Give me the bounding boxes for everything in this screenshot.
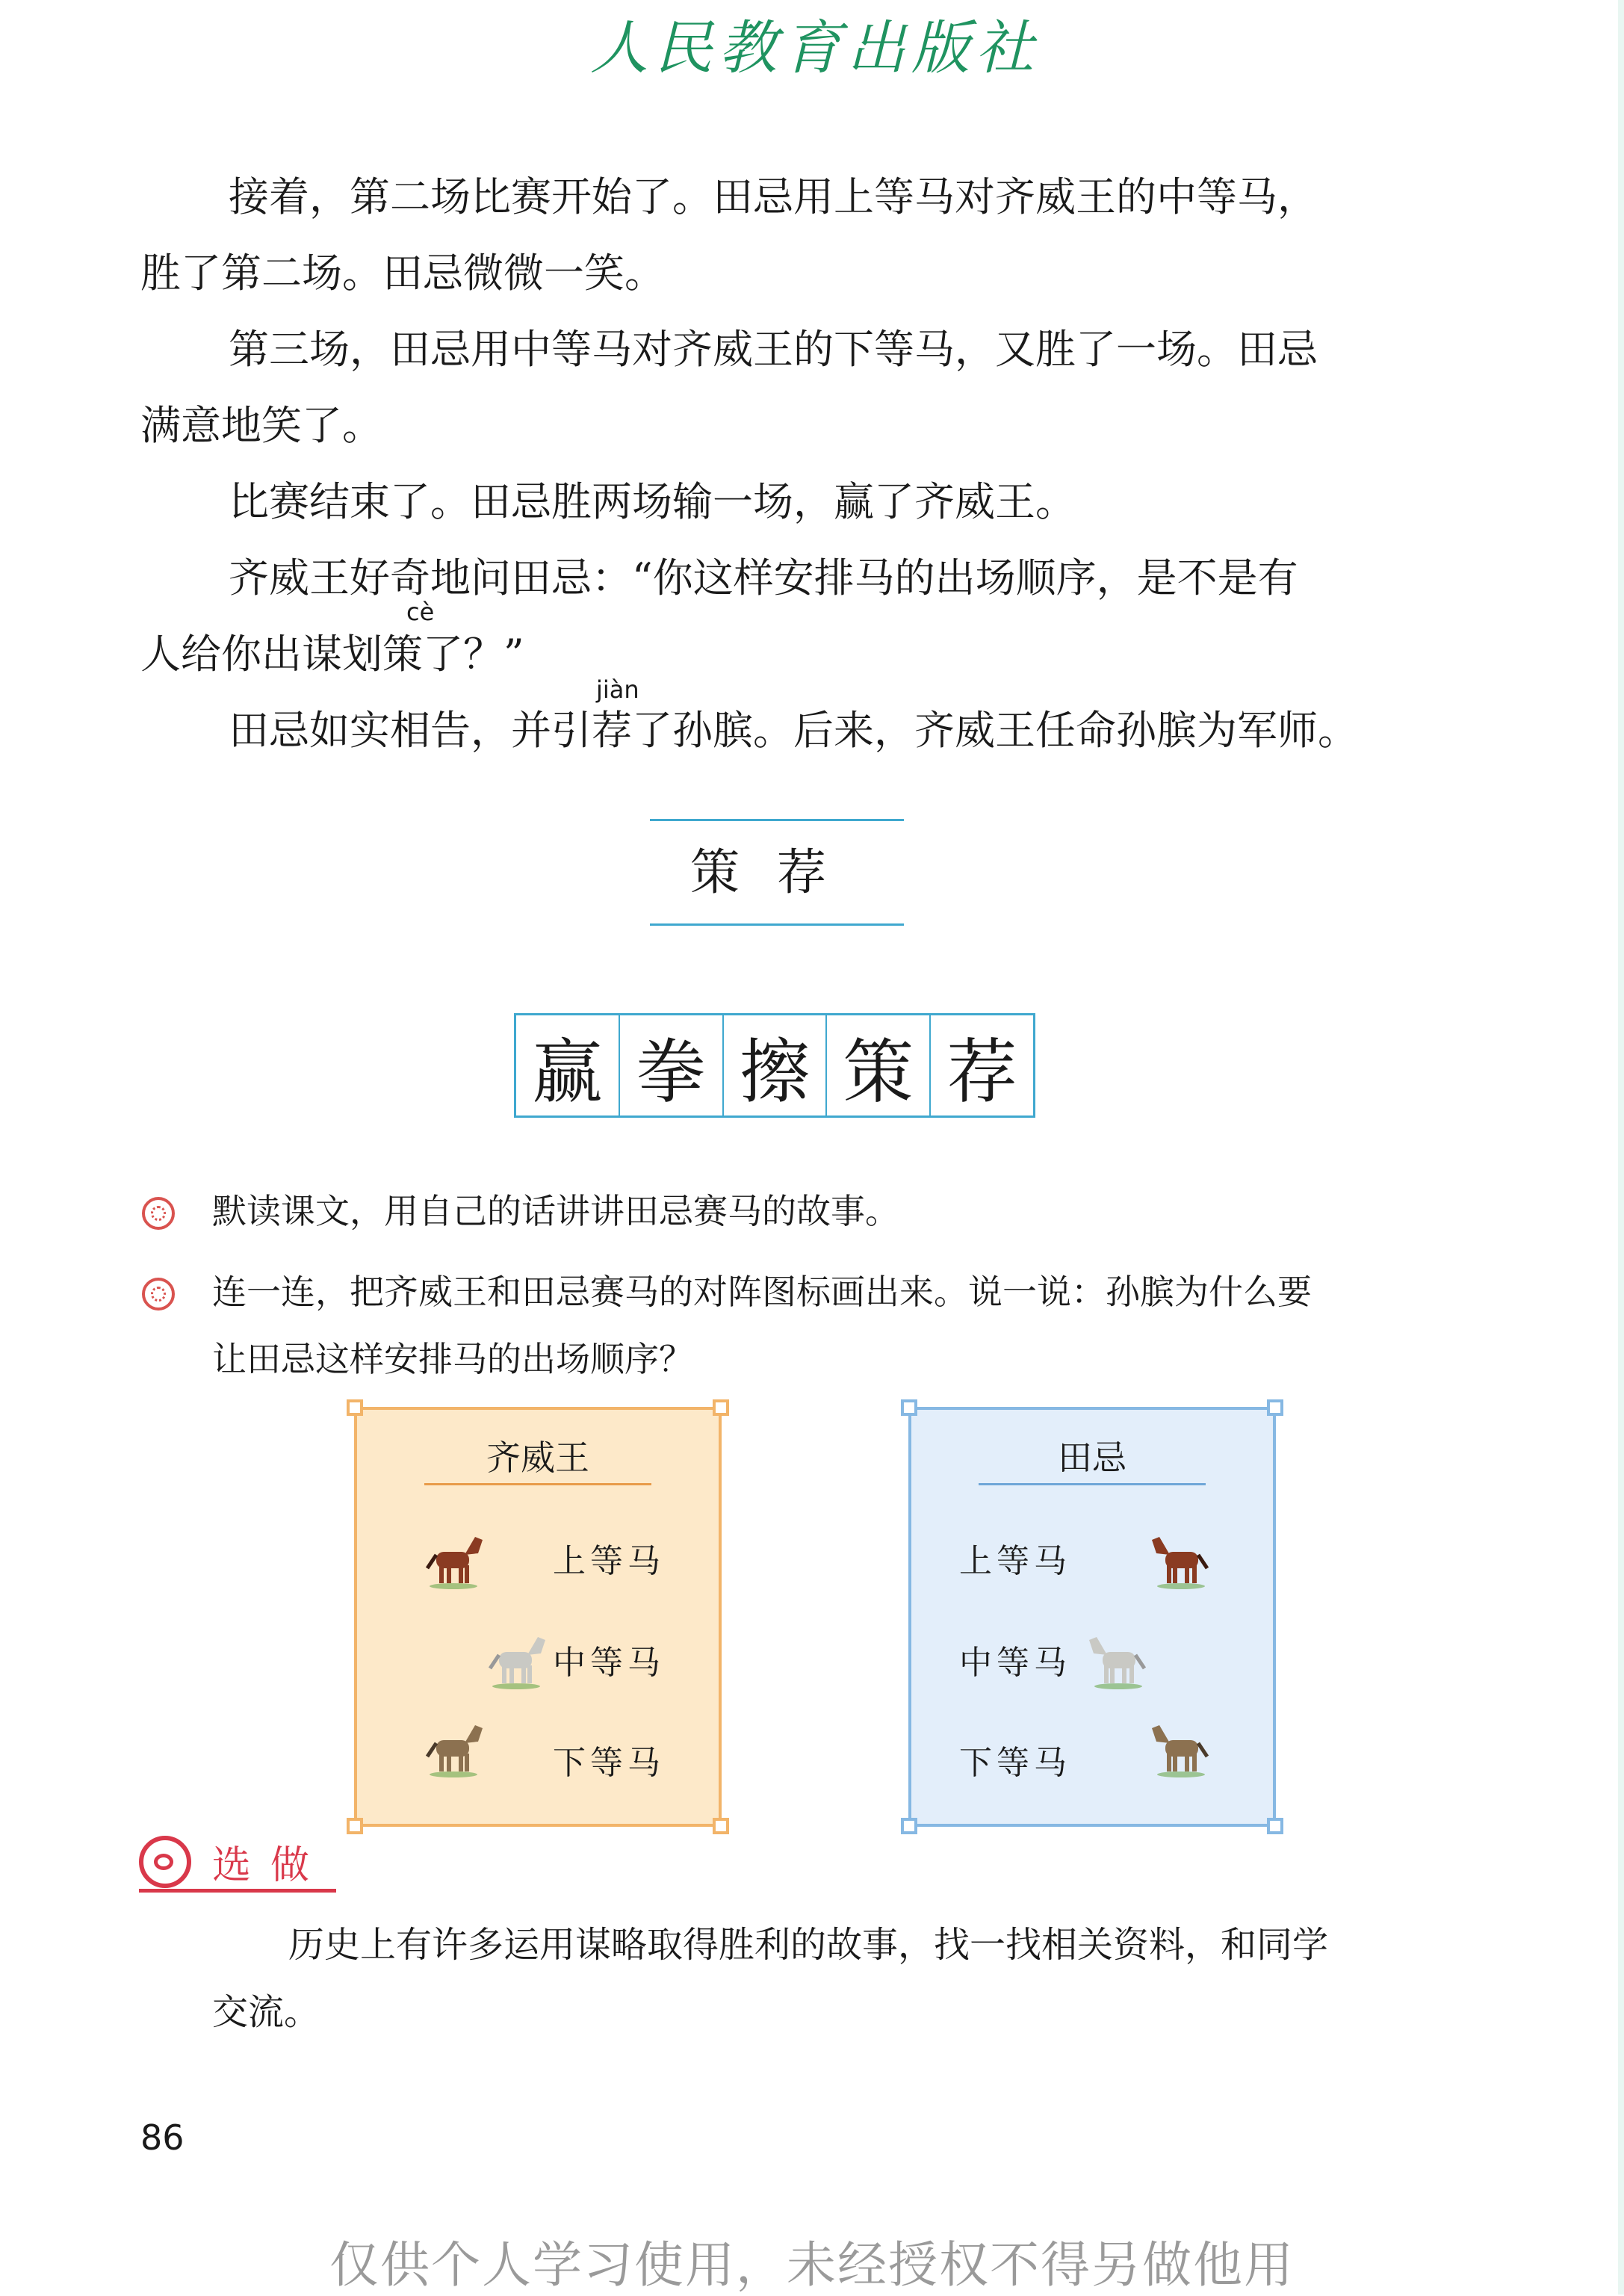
character-cell: 擦 [724,1015,828,1115]
panel-corner-ornament [901,1399,917,1416]
horse-label: 中等马 [553,1644,665,1682]
character-cell: 赢 [516,1015,620,1115]
horse-label: 下等马 [959,1744,1071,1782]
story-paragraph-1-line-2: 胜了第二场。田忌微微一笑。 [140,250,665,297]
optional-task-text-line-1: 历史上有许多运用谋略取得胜利的故事，找一找相关资料，和同学 [288,1924,1329,1966]
horse-label: 中等马 [959,1644,1071,1682]
top-horse-icon [1147,1529,1215,1589]
story-paragraph-5: 田忌如实相告，并引荐了孙膑。后来，齐威王任命孙膑为军师。 [229,707,1358,754]
panel-corner-ornament [347,1818,363,1834]
panel-corner-ornament [1267,1399,1283,1416]
pinyin-jian: jiàn [596,675,639,704]
question-2-line-1: 连一连，把齐威王和田忌赛马的对阵图标画出来。说一说：孙膑为什么要 [212,1272,1312,1312]
optional-task-underline [139,1889,336,1893]
question-icon [142,1197,175,1230]
panel-corner-ornament [713,1399,729,1416]
word-heading-bottom-rule [650,923,904,926]
story-paragraph-4-line-2: 人给你出谋划策了？” [140,631,524,678]
word-heading-top-rule [650,819,904,821]
page-number: 86 [140,2117,185,2158]
panel-title: 田忌 [1058,1438,1126,1478]
panel-title-rule [424,1483,651,1485]
optional-task-text-line-2: 交流。 [212,1991,320,2033]
optional-task-icon [139,1836,191,1888]
story-paragraph-1-line-1: 接着，第二场比赛开始了。田忌用上等马对齐威王的中等马， [229,173,1318,220]
optional-task-label: 选做 [212,1843,329,1888]
panel-title-rule [979,1483,1206,1485]
panel-corner-ornament [347,1399,363,1416]
story-paragraph-3: 比赛结束了。田忌胜两场输一场，赢了齐威王。 [229,478,1076,525]
question-2-line-2: 让田忌这样安排马的出场顺序？ [212,1339,693,1379]
panel-title: 齐威王 [486,1438,589,1478]
character-cell: 荐 [946,1031,1017,1113]
bottom-horse-icon [1147,1718,1215,1777]
new-words-heading: 策荐 [690,844,864,901]
usage-watermark: 仅供个人学习使用，未经授权不得另做他用 [329,2236,1295,2294]
question-icon [142,1278,175,1311]
middle-horse-icon [1085,1630,1152,1689]
horse-label: 下等马 [553,1744,665,1782]
bottom-horse-icon [420,1718,487,1777]
tian-ji-horse-panel [908,1407,1276,1827]
horse-label: 上等马 [553,1542,665,1580]
panel-corner-ornament [713,1818,729,1834]
panel-corner-ornament [1267,1818,1283,1834]
qi-wei-wang-horse-panel [354,1407,722,1827]
page-edge-strip [1618,0,1624,2295]
character-cell: 策 [827,1015,931,1115]
horse-label: 上等马 [959,1542,1071,1580]
middle-horse-icon [483,1630,550,1689]
story-paragraph-2-line-2: 满意地笑了。 [140,402,382,449]
question-1: 默读课文，用自己的话讲讲田忌赛马的故事。 [212,1191,899,1231]
story-paragraph-2-line-1: 第三场，田忌用中等马对齐威王的下等马，又胜了一场。田忌 [229,326,1318,373]
top-horse-icon [420,1529,487,1589]
pinyin-ce: cè [406,598,435,626]
story-paragraph-4-line-1: 齐威王好奇地问田忌：“你这样安排马的出场顺序，是不是有 [229,554,1298,601]
publisher-logo: 人民教育出版社 [590,15,1041,82]
character-cell: 拳 [620,1015,724,1115]
panel-corner-ornament [901,1818,917,1834]
character-writing-grid [514,1013,1035,1118]
